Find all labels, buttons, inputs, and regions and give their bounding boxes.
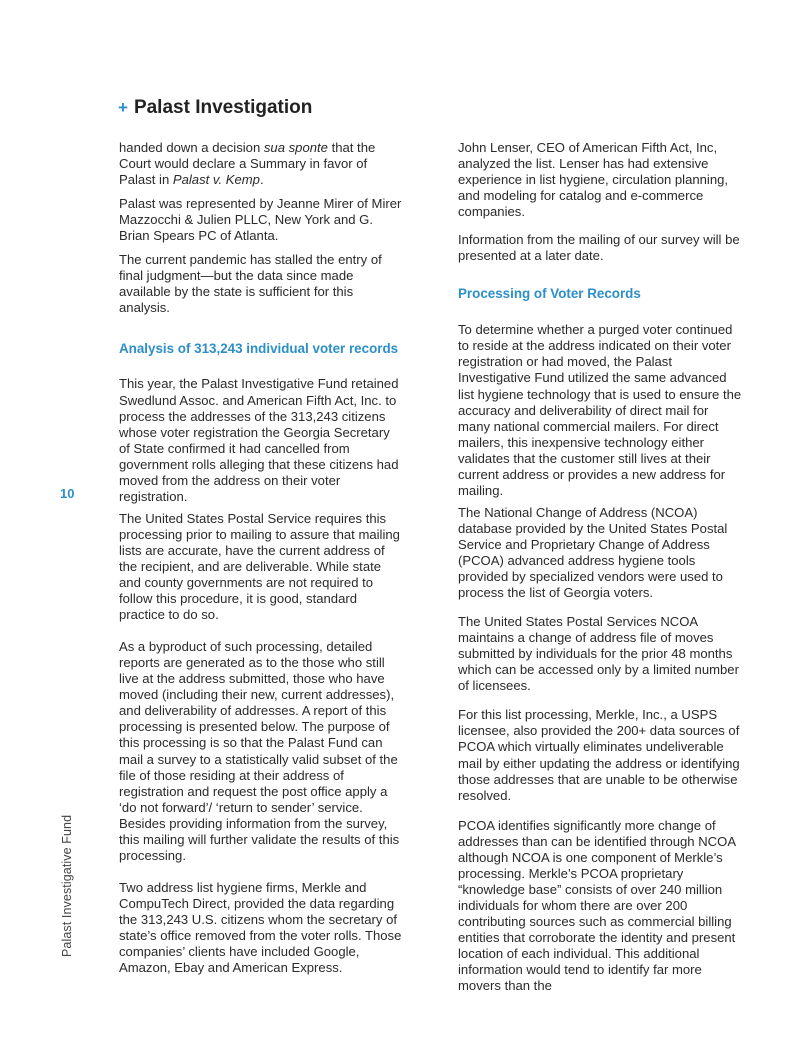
- sidebar-label: Palast Investigative Fund: [60, 814, 74, 957]
- plus-icon: +: [118, 98, 128, 117]
- paragraph: To determine whether a purged voter continued to reside at the address indicated on their voter registration or had moved, the Palast Investigative Fund utilized the same advanced list hygiene technology that is used to ensure the accuracy and deliverability of direct mail for many national commercial mailers. For direct mailers, this inexpensive technology either validates that the customer still lives at their current address or provides a new address for mailing.: [458, 322, 742, 498]
- right-column: [458, 140, 743, 994]
- paragraph: handed down a decision sua sponte that the Court would declare a Summary in favor of Palast in Palast v. Kemp.: [119, 140, 376, 188]
- paragraph: PCOA identifies significantly more change of addresses than can be identified through NCOA although NCOA is one component of Merkle’s processing. Merkle’s PCOA proprietary “knowledge base” consists of over 240 million individuals for whom there are over 200 contributing sources such as commercial billing entities that corroborate the identity and present location of each individual. This additional information would tend to identify far more movers than the: [458, 817, 736, 994]
- paragraph: This year, the Palast Investigative Fund retained Swedlund Assoc. and American Fifth Act, Inc. to process the addresses of the 313,243 citizens whose voter registration the Georgia Secretary of State confirmed it had cancelled from government rolls alleging that these citizens had moved from the address on their voter registration.: [119, 376, 399, 504]
- page-title: Palast Investigation: [133, 97, 313, 118]
- paragraph: For this list processing, Merkle, Inc., a USPS licensee, also provided the 200+ data sources of PCOA which virtually eliminates undeliverable mail by either updating the address or identifying those addresses that are unable to be otherwise resolved.: [458, 707, 740, 803]
- paragraph: Information from the mailing of our survey will be presented at a later date.: [458, 232, 740, 264]
- section-heading: Processing of Voter Records: [458, 286, 641, 302]
- section-heading: Analysis of 313,243 individual voter records: [119, 341, 399, 357]
- paragraph: The United States Postal Service requires this processing prior to mailing to assure that mailing lists are accurate, have the current address of the recipient, and are deliverable. While state and county governments are not required to follow this procedure, it is good, standard practice to do so.: [119, 510, 400, 623]
- left-column: [119, 140, 402, 976]
- paragraph: The current pandemic has stalled the entry of final judgment—but the data since made available by the state is sufficient for this analysis.: [119, 252, 382, 316]
- page-number: 10: [60, 486, 75, 501]
- paragraph: The United States Postal Services NCOA maintains a change of address file of moves submitted by individuals for the prior 48 months which can be accessed only by a limited number of licensees.: [458, 614, 739, 694]
- paragraph: Two address list hygiene firms, Merkle and CompuTech Direct, provided the data regarding the 313,243 U.S. citizens whom the secretary of state’s office removed from the voter rolls. Those companies’ clients have included Google, Amazon, Ebay and American Express.: [119, 879, 402, 976]
- paragraph: John Lenser, CEO of American Fifth Act, Inc, analyzed the list. Lenser has had extensive experience in list hygiene, circulation planning, and modeling for catalog and e-commerce companies.: [458, 140, 729, 220]
- paragraph: Palast was represented by Jeanne Mirer of Mirer Mazzocchi & Julien PLLC, New York and G. Brian Spears PC of Atlanta.: [119, 196, 402, 244]
- page-header: [118, 97, 312, 123]
- paragraph: The National Change of Address (NCOA) database provided by the United States Postal Service and Proprietary Change of Address (PCOA) advanced address hygiene tools provided by specialized vendors were used to process the list of Georgia voters.: [458, 504, 728, 601]
- paragraph: As a byproduct of such processing, detailed reports are generated as to the those who still live at the address submitted, those who have moved (including their new, current addresses), and deliverability of addresses. A report of this processing is presented below. The purpose of this processing is so that the Palast Fund can mail a survey to a statistically valid subset of the file of those residing at their address of registration and request the post office apply a ‘do not forward’/ ‘return to sender’ service. Besides providing information from the survey, this mailing will further validate the results of this processing.: [119, 639, 400, 863]
